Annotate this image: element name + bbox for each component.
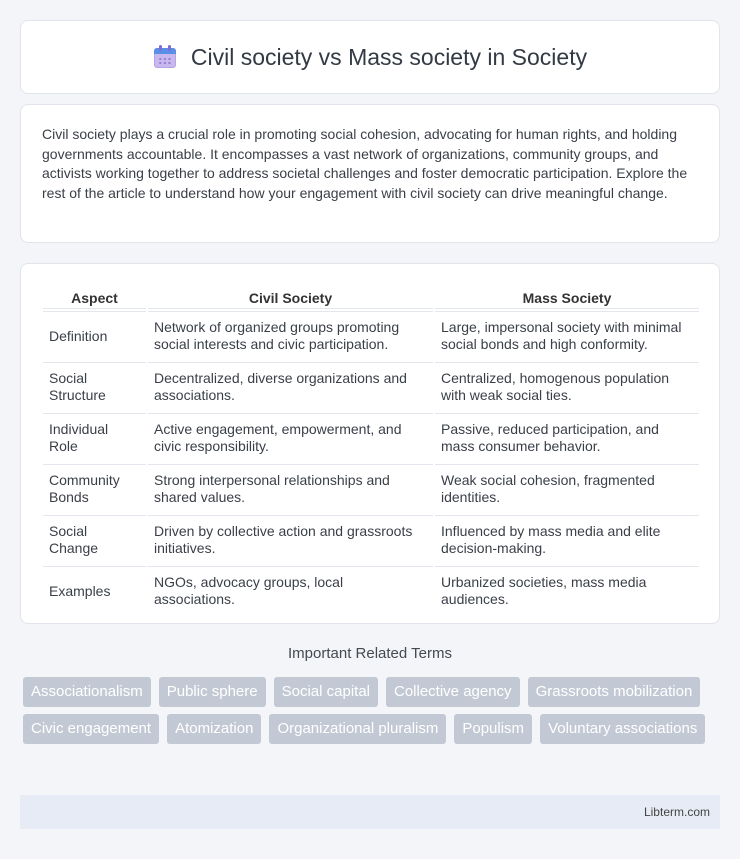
row-aspect: Social Change bbox=[43, 515, 146, 564]
tag-populism[interactable]: Populism bbox=[454, 714, 532, 744]
header-civil-society: Civil Society bbox=[148, 286, 433, 309]
intro-card bbox=[20, 104, 720, 243]
tag-atomization[interactable]: Atomization bbox=[167, 714, 261, 744]
tag-grassroots-mobilization[interactable]: Grassroots mobilization bbox=[528, 677, 701, 707]
row-civil-value: NGOs, advocacy groups, local associations. bbox=[148, 566, 433, 615]
table-row bbox=[43, 515, 699, 564]
row-mass-value: Large, impersonal society with minimal social bonds and high conformity. bbox=[435, 311, 699, 360]
row-civil-value: Decentralized, diverse organizations and associations. bbox=[148, 362, 433, 411]
footer bbox=[20, 795, 720, 829]
table-header-row bbox=[43, 286, 699, 309]
table-row bbox=[43, 362, 699, 411]
tag-public-sphere[interactable]: Public sphere bbox=[159, 677, 266, 707]
row-civil-value: Driven by collective action and grassroots initiatives. bbox=[148, 515, 433, 564]
header-aspect: Aspect bbox=[43, 286, 146, 309]
comparison-table bbox=[41, 284, 701, 617]
tag-civic-engagement[interactable]: Civic engagement bbox=[23, 714, 159, 744]
row-mass-value: Weak social cohesion, fragmented identities. bbox=[435, 464, 699, 513]
comparison-table-card bbox=[20, 263, 720, 624]
row-aspect: Individual Role bbox=[43, 413, 146, 462]
intro-text: Civil society plays a crucial role in promoting social cohesion, advocating for human rights, and holding governments accountable. It encompasses a vast network of organizations, community groups, and activists working together to address societal challenges and foster democratic participation. Explore the rest of the article to understand how your engagement with civil society can drive meaningful change. bbox=[42, 126, 688, 201]
row-civil-value: Network of organized groups promoting social interests and civic participation. bbox=[148, 311, 433, 360]
calendar-icon bbox=[153, 44, 177, 70]
row-mass-value: Urbanized societies, mass media audiences. bbox=[435, 566, 699, 615]
row-civil-value: Active engagement, empowerment, and civic responsibility. bbox=[148, 413, 433, 462]
row-civil-value: Strong interpersonal relationships and shared values. bbox=[148, 464, 433, 513]
row-aspect: Examples bbox=[43, 566, 146, 615]
tag-collective-agency[interactable]: Collective agency bbox=[386, 677, 520, 707]
row-mass-value: Centralized, homogenous population with weak social ties. bbox=[435, 362, 699, 411]
tag-organizational-pluralism[interactable]: Organizational pluralism bbox=[269, 714, 446, 744]
tag-social-capital[interactable]: Social capital bbox=[274, 677, 378, 707]
related-terms-tags bbox=[23, 677, 723, 744]
row-mass-value: Influenced by mass media and elite decision-making. bbox=[435, 515, 699, 564]
row-aspect: Definition bbox=[43, 311, 146, 360]
row-aspect: Community Bonds bbox=[43, 464, 146, 513]
tag-associationalism[interactable]: Associationalism bbox=[23, 677, 151, 707]
footer-brand[interactable]: Libterm.com bbox=[643, 805, 710, 819]
page-title: Civil society vs Mass society in Society bbox=[190, 43, 588, 70]
row-mass-value: Passive, reduced participation, and mass consumer behavior. bbox=[435, 413, 699, 462]
related-terms-title: Important Related Terms bbox=[288, 645, 452, 662]
table-row bbox=[43, 464, 699, 513]
title-wrap bbox=[153, 44, 587, 71]
table-row bbox=[43, 413, 699, 462]
header-mass-society: Mass Society bbox=[435, 286, 699, 309]
tag-voluntary-associations[interactable]: Voluntary associations bbox=[540, 714, 705, 744]
table-row bbox=[43, 566, 699, 615]
table-row bbox=[43, 311, 699, 360]
row-aspect: Social Structure bbox=[43, 362, 146, 411]
header-card bbox=[20, 20, 720, 94]
